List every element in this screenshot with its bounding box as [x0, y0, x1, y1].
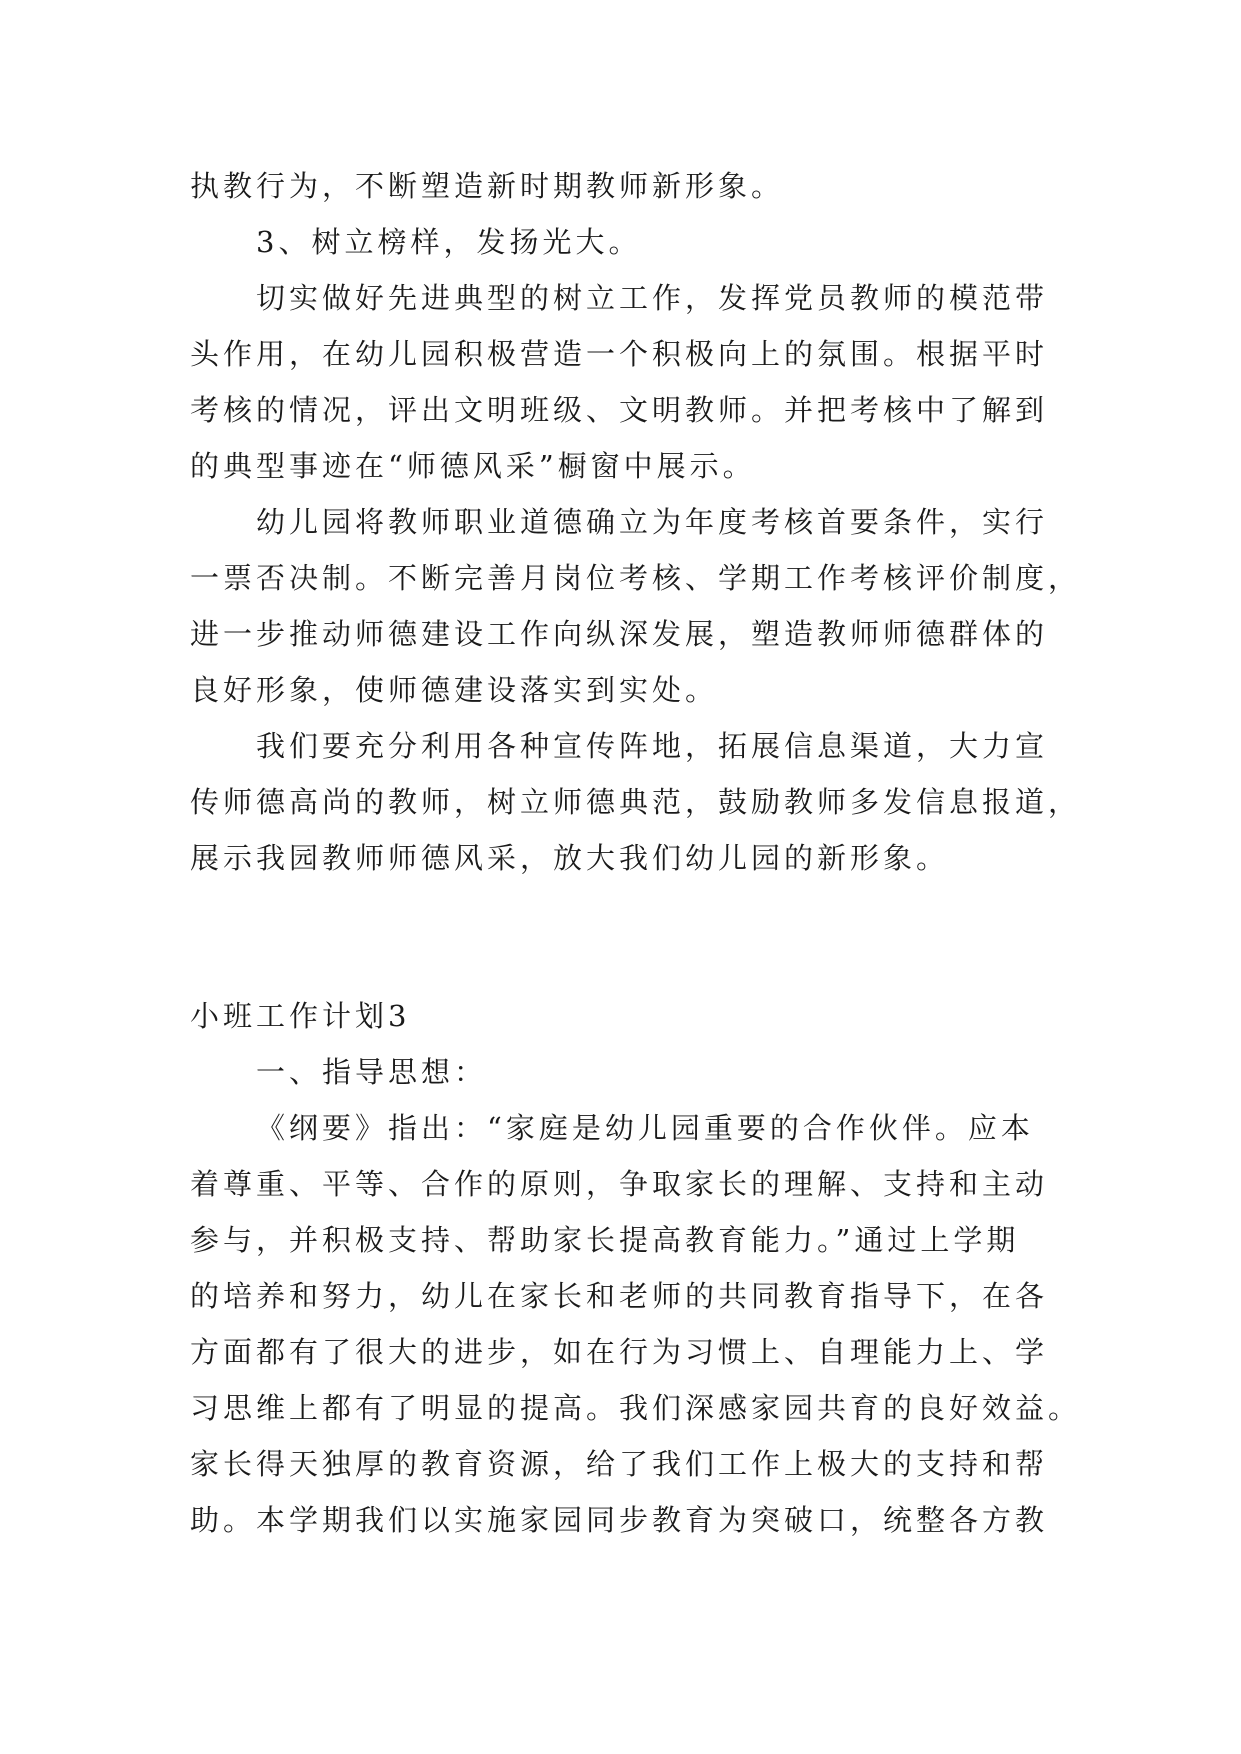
text-line: 考核的情况，评出文明班级、文明教师。并把考核中了解到: [190, 393, 1049, 427]
text-line: 头作用，在幼儿园积极营造一个积极向上的氛围。根据平时: [190, 337, 1049, 371]
text-line: 良好形象，使师德建设落实到实处。: [190, 673, 719, 707]
text-line: 的培养和努力，幼儿在家长和老师的共同教育指导下，在各: [190, 1279, 1049, 1313]
text-line: 着尊重、平等、合作的原则，争取家长的理解、支持和主动: [190, 1167, 1049, 1201]
text-line: 一票否决制。不断完善月岗位考核、学期工作考核评价制度，: [190, 561, 1082, 595]
body-text-block: [190, 158, 1082, 886]
text-line: 《纲要》指出：“家庭是幼儿园重要的合作伙伴。应本: [256, 1111, 1034, 1145]
item-heading: 3、树立榜样，发扬光大。: [256, 225, 642, 259]
text-line: 我们要充分利用各种宣传阵地，拓展信息渠道，大力宣: [256, 729, 1049, 763]
text-line: 传师德高尚的教师，树立师德典范，鼓励教师多发信息报道，: [190, 785, 1082, 819]
text-line: 的典型事迹在“师德风采”橱窗中展示。: [190, 449, 756, 483]
text-line: 切实做好先进典型的树立工作，发挥党员教师的模范带: [256, 281, 1049, 315]
text-line: 进一步推动师德建设工作向纵深发展，塑造教师师德群体的: [190, 617, 1049, 651]
text-line: 助。本学期我们以实施家园同步教育为突破口，统整各方教: [190, 1503, 1049, 1537]
text-line: 展示我园教师师德风采，放大我们幼儿园的新形象。: [190, 841, 950, 875]
text-line: 幼儿园将教师职业道德确立为年度考核首要条件，实行: [256, 505, 1049, 539]
text-line: 习思维上都有了明显的提高。我们深感家园共育的良好效益。: [190, 1391, 1082, 1425]
text-line: 家长得天独厚的教育资源，给了我们工作上极大的支持和帮: [190, 1447, 1049, 1481]
text-line: 参与，并积极支持、帮助家长提高教育能力。”通过上学期: [190, 1223, 1020, 1257]
section-title: 小班工作计划3: [190, 999, 411, 1033]
text-line: 方面都有了很大的进步，如在行为习惯上、自理能力上、学: [190, 1335, 1049, 1369]
section-block: [190, 988, 1082, 1548]
text-line: 执教行为，不断塑造新时期教师新形象。: [190, 169, 785, 203]
subsection-heading: 一、指导思想：: [256, 1055, 488, 1089]
